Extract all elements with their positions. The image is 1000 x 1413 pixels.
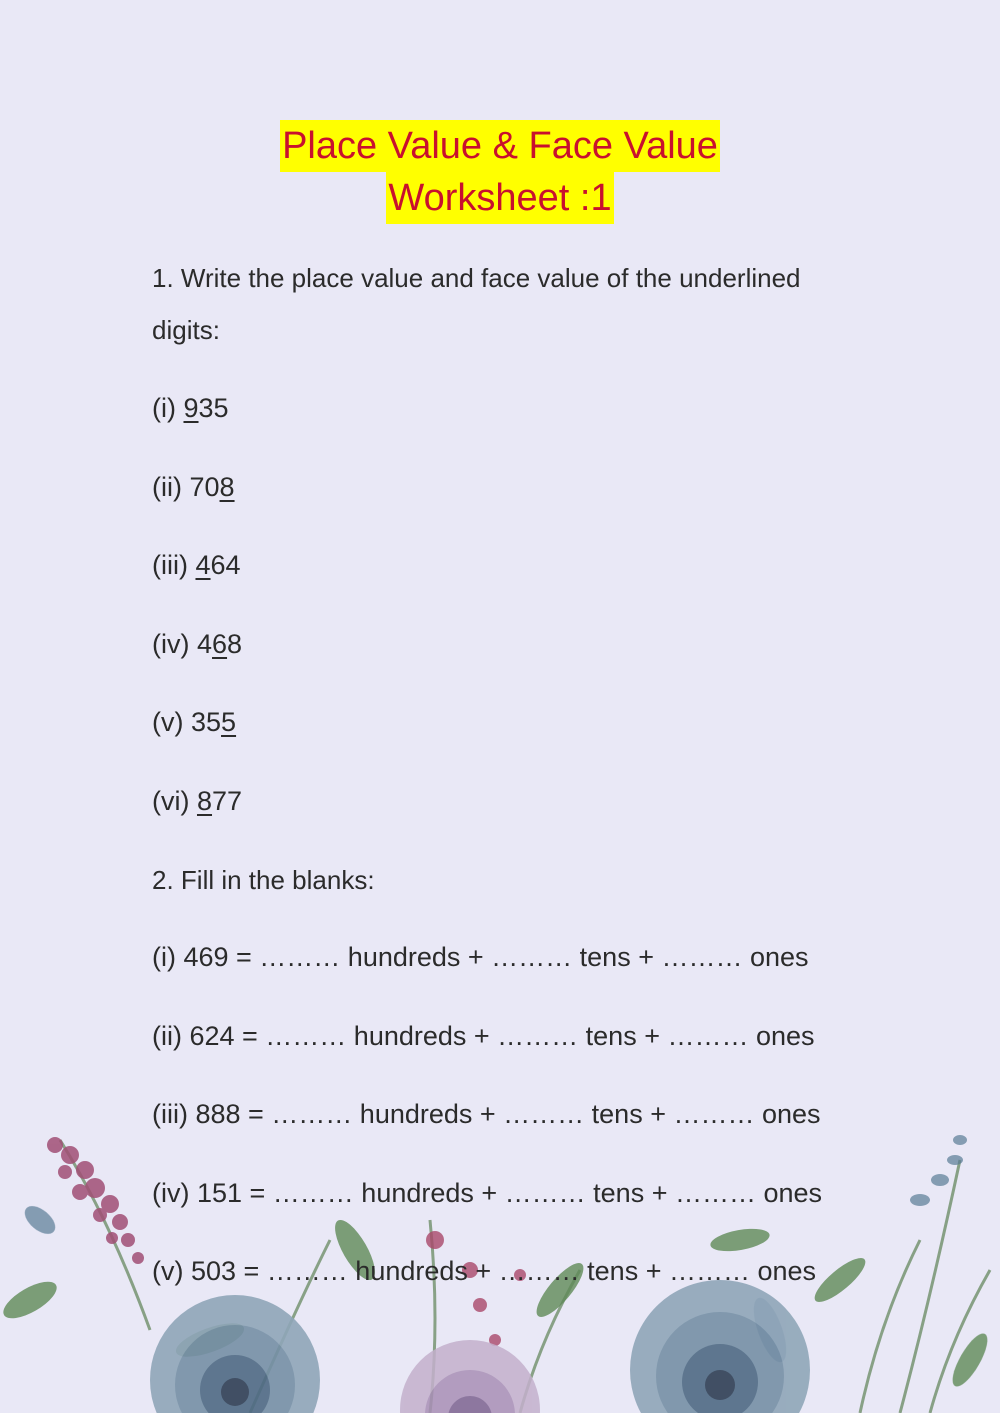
q1-item bbox=[152, 626, 242, 662]
title-line-2: Worksheet :1 bbox=[386, 172, 613, 224]
digits-after: 77 bbox=[212, 786, 243, 816]
q1-item bbox=[152, 783, 242, 819]
underlined-digit: 4 bbox=[195, 550, 211, 580]
underlined-digit: 6 bbox=[212, 629, 228, 659]
q1-item bbox=[152, 704, 236, 740]
question-1-heading-line-2: digits: bbox=[152, 315, 220, 345]
digits-before: 4 bbox=[196, 629, 213, 659]
q1-item bbox=[152, 390, 229, 426]
title-block bbox=[0, 120, 1000, 224]
digits-after: 8 bbox=[227, 629, 243, 659]
q2-item: (v) 503 = ……… hundreds + ……… tens + ……… ones bbox=[152, 1256, 817, 1286]
item-label: (vi) bbox=[152, 786, 197, 816]
underlined-digit: 8 bbox=[196, 786, 213, 816]
digits-after: 64 bbox=[210, 550, 241, 580]
item-label: (i) bbox=[152, 393, 184, 423]
q2-item: (iv) 151 = ……… hundreds + ……… tens + ……… ones bbox=[152, 1178, 823, 1208]
digits-before: 70 bbox=[189, 472, 220, 502]
title-line-1: Place Value & Face Value bbox=[280, 120, 720, 172]
underlined-digit: 9 bbox=[183, 393, 199, 423]
q2-item: (i) 469 = ……… hundreds + ……… tens + ……… ones bbox=[152, 942, 809, 972]
question-2-heading: 2. Fill in the blanks: bbox=[152, 865, 375, 895]
q2-item: (ii) 624 = ……… hundreds + ……… tens + ……… ones bbox=[152, 1021, 815, 1051]
underlined-digit: 8 bbox=[219, 472, 235, 502]
q1-item bbox=[152, 469, 235, 505]
item-label: (v) bbox=[152, 707, 191, 737]
q2-item: (iii) 888 = ……… hundreds + ……… tens + ……… ones bbox=[152, 1099, 821, 1129]
q1-item bbox=[152, 547, 241, 583]
digits-after: 35 bbox=[198, 393, 229, 423]
underlined-digit: 5 bbox=[221, 707, 237, 737]
item-label: (ii) bbox=[152, 472, 190, 502]
question-1-heading-line-1: 1. Write the place value and face value of the underlined bbox=[152, 263, 801, 293]
item-label: (iii) bbox=[152, 550, 196, 580]
digits-before: 35 bbox=[190, 707, 222, 737]
item-label: (iv) bbox=[152, 629, 197, 659]
